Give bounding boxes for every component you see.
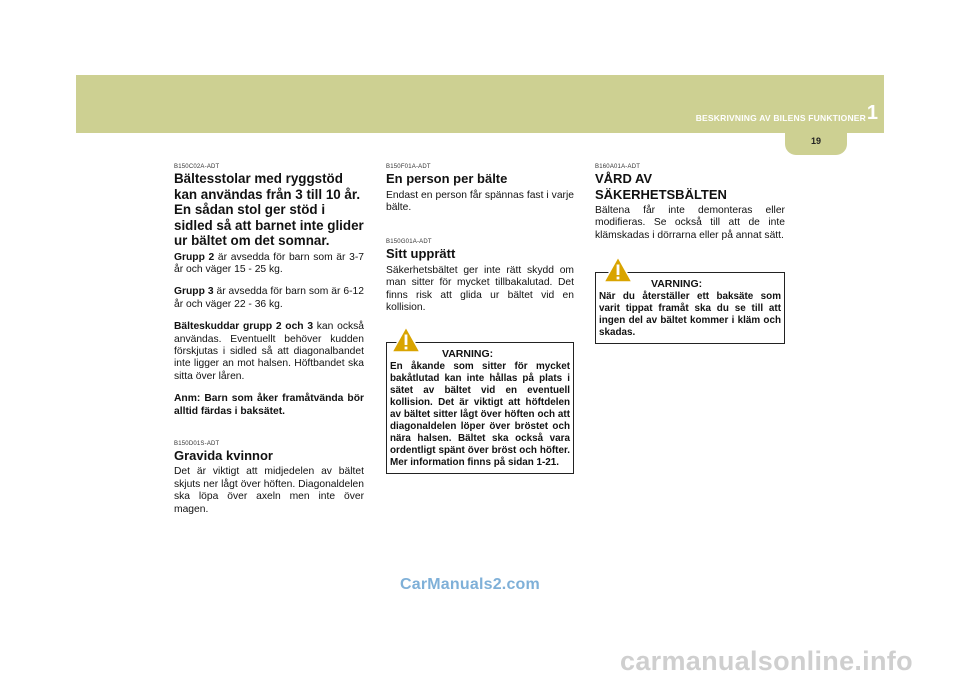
- note-text: Anm: Barn som åker framåtvända bör alltid färdas i baksätet.: [174, 393, 364, 417]
- section-code: B150G01A-ADT: [386, 239, 432, 246]
- paragraph-group-3: [174, 286, 364, 311]
- section-heading: Bältesstolar med ryggstöd kan användas från 3 till 10 år. En sådan stol ger stöd i sidled så att barnet inte glider ur bältet om det somnar.: [174, 171, 364, 248]
- warning-text: En åkande som sitter för mycket bakåtlutad kan inte hållas på plats i sätet av bältet vid en eventuell kollision. Det är viktigt att höftdelen av bältet sitter lågt över höften och att diagonaldelen löper över bröstet och nära halsen. Bältet ska också vara ordentligt spänt över bröst och höfter. Mer information finns på sidan 1-21.: [390, 361, 570, 468]
- paragraph-group-2: [174, 252, 364, 277]
- warning-title: VARNING:: [651, 278, 703, 291]
- column-1: [174, 164, 364, 526]
- column-3: [595, 164, 785, 344]
- paragraph-note: [174, 393, 364, 418]
- warning-title: VARNING:: [442, 348, 494, 361]
- section-heading: En person per bälte: [386, 171, 508, 186]
- warning-triangle-icon: [603, 256, 633, 283]
- warning-box: [386, 342, 574, 473]
- warning-triangle-icon: [391, 326, 421, 353]
- group-3-text: är avsedda för barn som är 6-12 år och väger 22 - 36 kg.: [174, 286, 364, 310]
- warning-text: När du återställer ett baksäte som varit tippat framåt ska du se till att ingen del av bältet kommer i kläm och skadas.: [599, 291, 781, 338]
- booster-text: kan också användas. Eventuellt behöver kudden förskjutas i sidled så att diagonalbandet inte ligger an mot halsen. Höftbandet ska sitta över låren.: [174, 321, 364, 382]
- page-number: 19: [810, 136, 821, 146]
- paragraph: Bältena får inte demonteras eller modifieras. Se också till att de inte klämskadas i dörrarna eller på annat sätt.: [595, 205, 785, 241]
- section-code: B150F01A-ADT: [386, 164, 431, 170]
- header-band: [76, 75, 884, 133]
- paragraph: Säkerhetsbältet ger inte rätt skydd om man sitter för mycket tillbakalutad. Det finns risk att glida ur bältet vid en kollision.: [386, 264, 574, 314]
- section-heading: Sitt upprätt: [386, 246, 456, 262]
- section-title: BESKRIVNING AV BILENS FUNKTIONER: [695, 113, 866, 123]
- section-heading: VÅRD AV SÄKERHETSBÄLTEN: [595, 171, 727, 202]
- warning-box-wrapper: [386, 342, 574, 473]
- group-2-label: Grupp 2: [174, 251, 215, 263]
- chapter-number: 1: [866, 102, 878, 124]
- warning-box-wrapper: [595, 272, 785, 344]
- column-2: [386, 164, 574, 474]
- section-heading: Gravida kvinnor: [174, 447, 273, 463]
- watermark-link[interactable]: CarManuals2.com: [400, 576, 540, 593]
- booster-label: Bälteskuddar grupp 2 och 3: [174, 321, 314, 333]
- paragraph: Endast en person får spännas fast i varje bälte.: [386, 189, 574, 213]
- group-3-label: Grupp 3: [174, 286, 214, 298]
- paragraph: Det är viktigt att midjedelen av bältet skjuts ner lågt över höften. Diagonaldelen ska löpa över axeln men inte över magen.: [174, 466, 364, 515]
- section-code: B150D01S-ADT: [174, 440, 220, 447]
- footer-watermark: carmanualsonline.info: [620, 646, 913, 676]
- section-code: B160A01A-ADT: [595, 164, 641, 170]
- group-2-text: är avsedda för barn som är 3-7 år och väger 15 - 25 kg.: [174, 251, 364, 275]
- paragraph-booster-cushions: [174, 321, 364, 383]
- section-code: B150C02A-ADT: [174, 164, 220, 170]
